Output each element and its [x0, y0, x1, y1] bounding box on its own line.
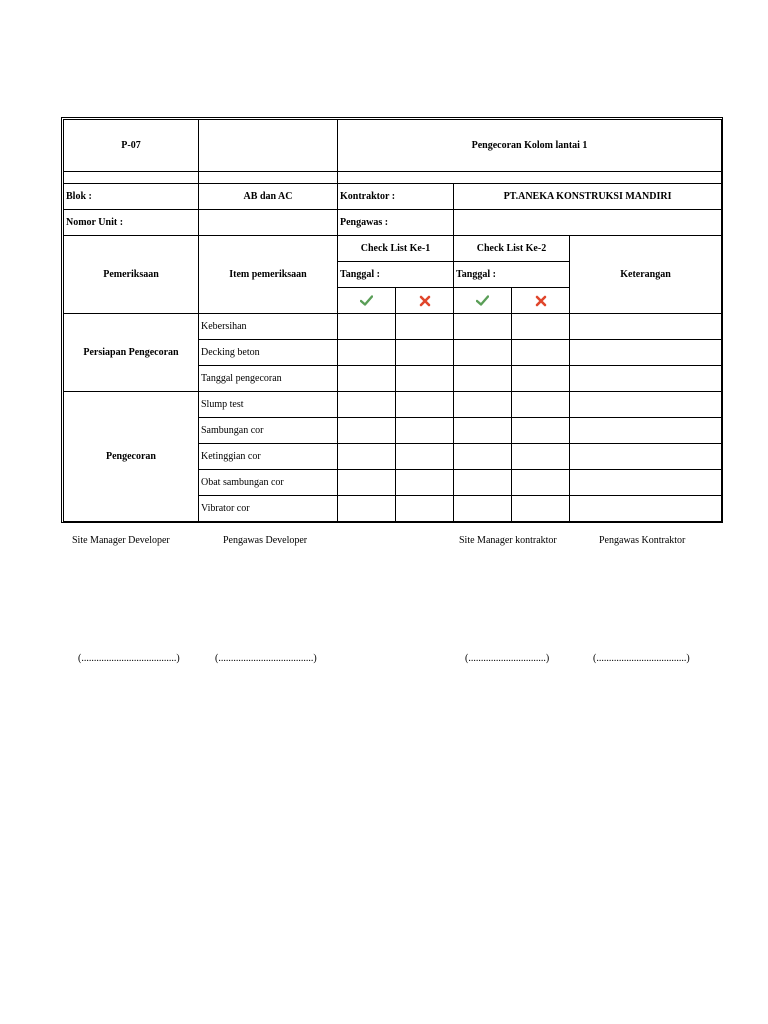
cross-icon [419, 295, 431, 307]
item-label: Decking beton [199, 340, 338, 366]
signature-role-site-manager-kontraktor: Site Manager kontraktor [459, 535, 557, 546]
tanggal-2-label: Tanggal : [454, 262, 570, 288]
checklist-2-ok-cell[interactable] [454, 418, 512, 444]
form-title: Pengecoran Kolom lantai 1 [338, 120, 722, 172]
keterangan-cell[interactable] [570, 392, 722, 418]
col-keterangan: Keterangan [570, 236, 722, 314]
signature-role-pengawas-developer: Pengawas Developer [223, 535, 308, 546]
item-label: Obat sambungan cor [199, 470, 338, 496]
checklist-2-not-ok-cell[interactable] [512, 496, 570, 522]
checklist-2-not-ok-cell[interactable] [512, 392, 570, 418]
checklist-2-not-ok-cell[interactable] [512, 470, 570, 496]
table-row [64, 392, 722, 418]
checklist-1-not-ok-cell[interactable] [396, 496, 454, 522]
checklist-1-not-ok-cell[interactable] [396, 366, 454, 392]
checklist-1-ok-cell[interactable] [338, 418, 396, 444]
keterangan-cell[interactable] [570, 496, 722, 522]
table-row [64, 314, 722, 340]
pengawas-label: Pengawas : [338, 210, 454, 236]
ok-column-header-1 [338, 288, 396, 314]
col-item-pemeriksaan: Item pemeriksaan [199, 236, 338, 314]
signature-line-site-manager-developer[interactable]: (......................................) [78, 653, 180, 664]
not-ok-column-header-2 [512, 288, 570, 314]
checklist-1-not-ok-cell[interactable] [396, 470, 454, 496]
checklist-1-ok-cell[interactable] [338, 366, 396, 392]
checklist-1-not-ok-cell[interactable] [396, 418, 454, 444]
signature-line-pengawas-developer[interactable]: (......................................) [215, 653, 317, 664]
item-label: Kebersihan [199, 314, 338, 340]
tanggal-1-label: Tanggal : [338, 262, 454, 288]
checklist-1-ok-cell[interactable] [338, 470, 396, 496]
checklist-2-ok-cell[interactable] [454, 314, 512, 340]
checklist-2-not-ok-cell[interactable] [512, 340, 570, 366]
kontraktor-value: PT.ANEKA KONSTRUKSI MANDIRI [454, 184, 722, 210]
checklist-1-ok-cell[interactable] [338, 392, 396, 418]
item-label: Sambungan cor [199, 418, 338, 444]
ok-column-header-2 [454, 288, 512, 314]
checklist-2-not-ok-cell[interactable] [512, 314, 570, 340]
keterangan-cell[interactable] [570, 340, 722, 366]
checklist-1-ok-cell[interactable] [338, 340, 396, 366]
nomor-unit-label: Nomor Unit : [64, 210, 199, 236]
signature-line-pengawas-kontraktor[interactable]: (....................................) [593, 653, 690, 664]
checklist-2-not-ok-cell[interactable] [512, 444, 570, 470]
check-icon [360, 295, 373, 306]
checklist-2-ok-cell[interactable] [454, 470, 512, 496]
checklist-2-ok-cell[interactable] [454, 392, 512, 418]
checklist-1-not-ok-cell[interactable] [396, 392, 454, 418]
item-label: Slump test [199, 392, 338, 418]
keterangan-cell[interactable] [570, 314, 722, 340]
item-label: Tanggal pengecoran [199, 366, 338, 392]
group-persiapan-pengecoran: Persiapan Pengecoran [64, 314, 199, 392]
item-label: Vibrator cor [199, 496, 338, 522]
col-checklist-2: Check List Ke-2 [454, 236, 570, 262]
checklist-1-ok-cell[interactable] [338, 496, 396, 522]
keterangan-cell[interactable] [570, 366, 722, 392]
checklist-2-ok-cell[interactable] [454, 366, 512, 392]
col-pemeriksaan: Pemeriksaan [64, 236, 199, 314]
spacer-cell [64, 172, 199, 184]
check-icon [476, 295, 489, 306]
inspection-form-table [63, 119, 722, 522]
keterangan-cell[interactable] [570, 418, 722, 444]
keterangan-cell[interactable] [570, 470, 722, 496]
checklist-2-ok-cell[interactable] [454, 496, 512, 522]
signature-line-site-manager-kontraktor[interactable]: (...............................) [465, 653, 550, 664]
header-blank-cell [199, 120, 338, 172]
nomor-unit-value[interactable] [199, 210, 338, 236]
cross-icon [535, 295, 547, 307]
spacer-cell [338, 172, 722, 184]
not-ok-column-header-1 [396, 288, 454, 314]
blok-label: Blok : [64, 184, 199, 210]
signature-role-site-manager-developer: Site Manager Developer [72, 535, 170, 546]
checklist-2-ok-cell[interactable] [454, 340, 512, 366]
kontraktor-label: Kontraktor : [338, 184, 454, 210]
group-pengecoran: Pengecoran [64, 392, 199, 522]
checklist-2-ok-cell[interactable] [454, 444, 512, 470]
pengawas-value[interactable] [454, 210, 722, 236]
spacer-cell [199, 172, 338, 184]
form-code: P-07 [64, 120, 199, 172]
checklist-2-not-ok-cell[interactable] [512, 418, 570, 444]
keterangan-cell[interactable] [570, 444, 722, 470]
checklist-1-not-ok-cell[interactable] [396, 444, 454, 470]
blok-value: AB dan AC [199, 184, 338, 210]
col-checklist-1: Check List Ke-1 [338, 236, 454, 262]
checklist-1-not-ok-cell[interactable] [396, 314, 454, 340]
checklist-1-ok-cell[interactable] [338, 444, 396, 470]
item-label: Ketinggian cor [199, 444, 338, 470]
checklist-1-ok-cell[interactable] [338, 314, 396, 340]
checklist-2-not-ok-cell[interactable] [512, 366, 570, 392]
signature-role-pengawas-kontraktor: Pengawas Kontraktor [599, 535, 686, 546]
checklist-1-not-ok-cell[interactable] [396, 340, 454, 366]
